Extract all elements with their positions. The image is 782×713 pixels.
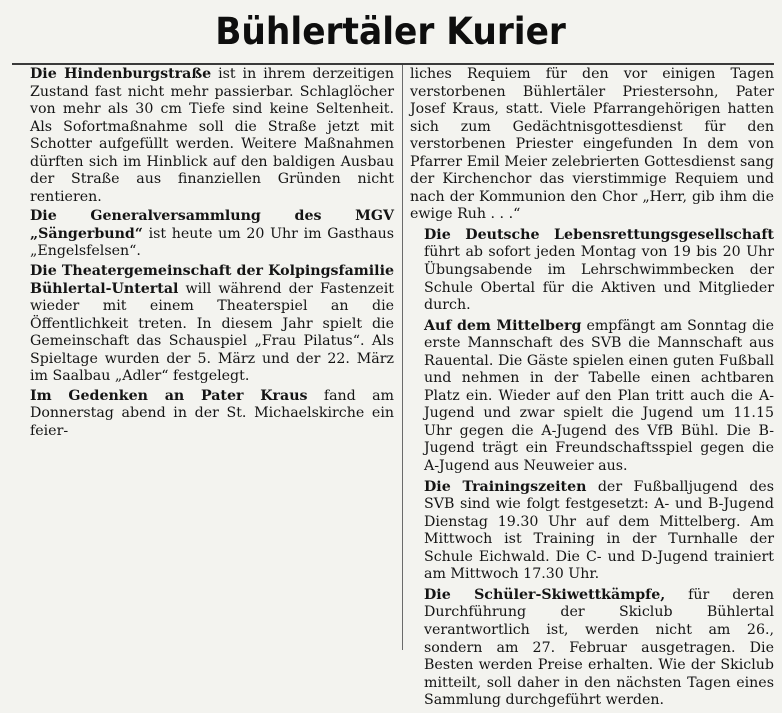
article-body: ist heute um 20 Uhr im Gasthaus „Engelsfelsen“. (30, 225, 394, 260)
article-theater (30, 263, 394, 386)
right-column (410, 66, 774, 713)
article-body: fand am Donnerstag abend in der St. Michaelskirche ein feier- (30, 387, 394, 439)
masthead (0, 10, 782, 62)
article-body: der Fußballjugend des SVB sind wie folgt festgesetzt: A- und B-Jugend Dienstag 19.30 Uhr auf dem Mittelberg. Am Mittwoch ist Training in der Turnhalle der Schule Eichwald. Die C- und D-Jugend trainiert am Mittwoch 17.30 Uhr. (424, 478, 774, 583)
article-hindenburgstrasse (30, 66, 394, 206)
article-headline: Die Trainingszeiten (424, 478, 587, 495)
article-mgv (30, 208, 394, 261)
article-trainingszeiten (410, 479, 774, 584)
article-mittelberg (410, 318, 774, 476)
column-divider (402, 65, 403, 650)
article-dlrg (410, 227, 774, 315)
article-body: liches Requiem für den vor einigen Tagen verstorbenen Bühlertäler Priestersohn, Pater Josef Kraus, statt. Viele Pfarrangehörigen hatten sich zum Gedächtnisgottesdienst für den verstorbenen Priester eingefunden In dem von Pfarrer Emil Meier zelebrierten Gottesdienst sang der Kirchenchor das vierstimmige Requiem und nach der Kommunion den Chor „Herr, gib ihm die ewige Ruh . . .“ (410, 66, 774, 223)
masthead-rule (12, 63, 774, 65)
newspaper-title: Bühlertäler Kurier (215, 10, 567, 53)
article-body: für deren Durchführung der Skiclub Bühlertal verantwortlich ist, werden nicht am 26., sondern am 27. Februar ausgetragen. Die Besten werden Preise erhalten. Wie der Skiclub mitteilt, soll daher in den nächsten Tagen eines Sammlung durchgeführt werden. (424, 586, 774, 709)
article-headline: Die Generalversammlung des MGV „Sängerbund“ (30, 208, 394, 242)
article-body: will während der Fastenzeit wieder mit einem Theaterspiel an die Öffentlichkeit treten. In diesem Jahr spielt die Gemeinschaft das Schauspiel „Frau Pilatus“. Als Spieltage wurden der 5. März und der 22. März im Saalbau „Adler“ festgelegt. (30, 280, 394, 385)
article-body: ist in ihrem derzeitigen Zustand fast nicht mehr passierbar. Schlaglöcher von mehr als 30 cm Tiefe sind keine Seltenheit. Als Sofortmaßnahme soll die Straße jetzt mit Schotter aufgefüllt werden. Weitere Maßnahmen dürften sich im Hinblick auf den baldigen Ausbau der Straße aus finanziellen Gründen nicht rentieren. (30, 66, 394, 205)
article-headline: Die Schüler-Skiwettkämpfe, (424, 586, 666, 603)
article-headline: Die Theatergemeinschaft der Kolpingsfamilie Bühlertal-Untertal (30, 263, 394, 297)
article-headline: Die Deutsche Lebensrettungsgesellschaft (424, 226, 774, 243)
article-pater-kraus-continued (410, 66, 774, 224)
article-headline: Im Gedenken an Pater Kraus (30, 387, 308, 404)
article-headline: Auf dem Mittelberg (424, 317, 582, 334)
article-headline: Die Hindenburgstraße (30, 66, 212, 82)
article-skiwettkaempfe (410, 587, 774, 710)
article-body: führt ab sofort jeden Montag von 19 bis 20 Uhr Übungsabende im Lehrschwimmbecken der Schule Obertal für die Aktiven und Mitglieder durch. (424, 244, 774, 314)
left-column (30, 66, 394, 442)
article-pater-kraus (30, 388, 394, 441)
article-body: empfängt am Sonntag die erste Mannschaft des SVB die Mannschaft aus Rauental. Die Gäste spielen einen guten Fußball und nehmen in der Tabelle einen achtbaren Platz ein. Wieder auf den Plan tritt auch die A-Jugend und zwar spielt die Jugend um 11.15 Uhr gegen die A-Jugend des VfB Bühl. Die B-Jugend trägt ein Freundschaftsspiel gegen die A-Jugend aus Neuweier aus. (424, 317, 774, 475)
